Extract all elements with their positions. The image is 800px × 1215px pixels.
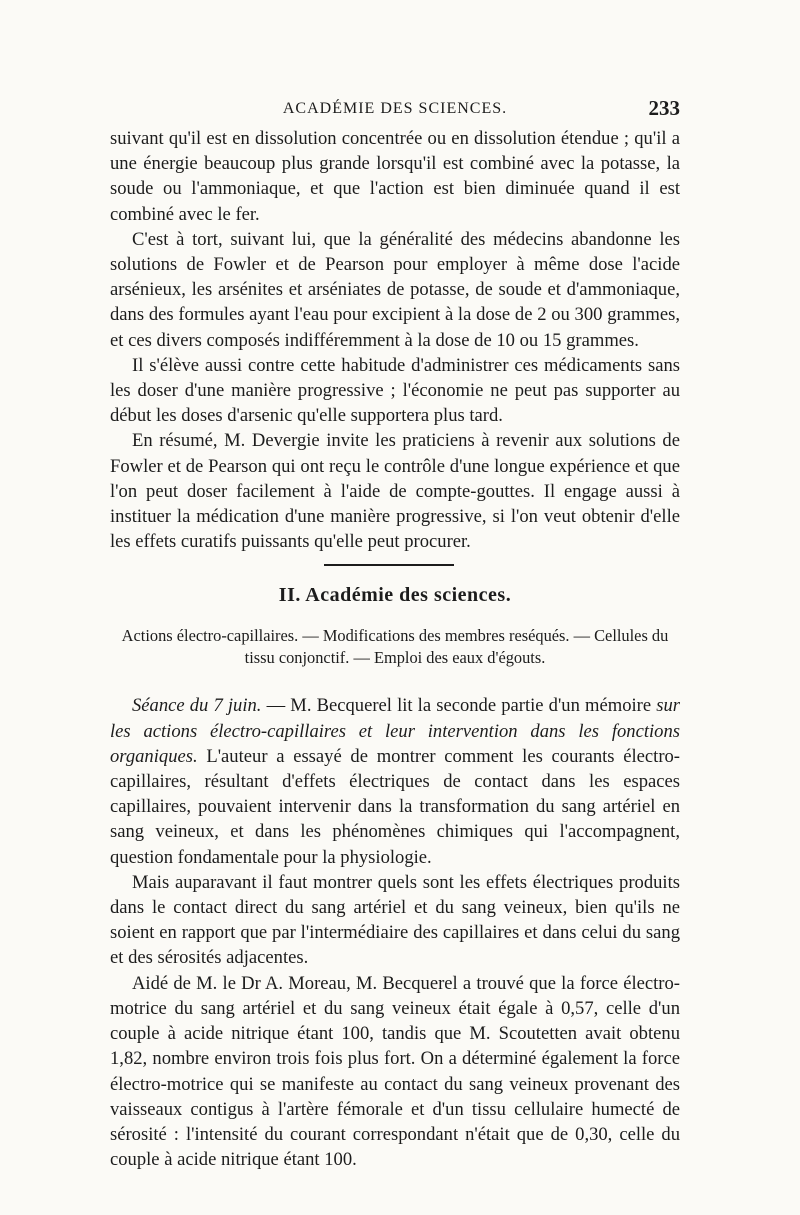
seance-date: Séance du 7 juin.: [132, 695, 262, 717]
paragraph-progressive-dosing: Il s'élève aussi contre cette habitude d'administrer ces médicaments sans les doser d'une manière progressive ; l'économie ne peut pas supporter au début les doses d'arsenic qu'elle supportera plus tard.: [110, 354, 680, 427]
memoir-title: sur les actions électro-capillaires et leur intervention dans les fonctions organiques.: [110, 695, 680, 767]
section-heading: II. Académie des sciences.: [278, 584, 512, 607]
running-title: ACADÉMIE DES SCIENCES.: [282, 100, 508, 117]
running-header: [110, 96, 680, 126]
seance-intro: — M. Becquerel lit la seconde partie d'un mémoire: [261, 695, 657, 717]
section-divider: [324, 564, 454, 566]
paragraph-seance: [110, 693, 680, 869]
paragraph-direct-contact: Mais auparavant il faut montrer quels sont les effets électriques produits dans le contact direct du sang artériel et du sang veineux, bien qu'ils ne soient en rapport que par l'intermédiaire des capillaires et dans celui du sang et des sérosités adjacentes.: [110, 871, 680, 969]
page-body: [110, 126, 680, 1172]
section-summary: Actions électro-capillaires. — Modifications des membres reséqués. — Cellules du tissu conjonctif. — Emploi des eaux d'égouts.: [121, 626, 669, 668]
page-number: 233: [648, 96, 680, 120]
paragraph-fowler-pearson: C'est à tort, suivant lui, que la généralité des médecins abandonne les solutions de Fowler et de Pearson pour employer à même dose l'acide arsénieux, les arsénites et arséniates de potasse, de soude et d'ammoniaque, dans des formules ayant l'eau pour excipient à la dose de 2 ou 300 grammes, et ces divers composés indifféremment à la dose de 10 ou 15 grammes.: [110, 228, 680, 351]
paragraph-continuation: suivant qu'il est en dissolution concentrée ou en dissolution étendue ; qu'il a une énergie beaucoup plus grande lorsqu'il est combiné avec la potasse, la soude ou l'ammoniaque, et que l'action est bien diminuée quand il est combiné avec le fer.: [110, 128, 680, 225]
paragraph-measurements: Aidé de M. le Dr A. Moreau, M. Becquerel a trouvé que la force électro-motrice du sang artériel et du sang veineux était égale à 0,57, celle d'un couple à acide nitrique étant 100, tandis que M. Scoutetten avait obtenu 1,82, nombre environ trois fois plus fort. On a déterminé également la force électro-motrice qui se manifeste au contact du sang veineux provenant des vaisseaux contigus à l'artère fémorale et d'un tissu cellulaire humecté de sérosité : l'intensité du courant correspondant n'était que de 0,30, celle du couple à acide nitrique étant 100.: [110, 972, 680, 1171]
seance-body: L'auteur a essayé de montrer comment les courants électro-capillaires, résultant d'effets électriques de contact dans les espaces capillaires, pouvaient intervenir dans la transformation du sang artériel en sang veineux, et dans les phénomènes chimiques qui l'accompagnent, question fondamentale pour la physiologie.: [110, 745, 680, 868]
paragraph-summary-devergie: En résumé, M. Devergie invite les praticiens à revenir aux solutions de Fowler et de Pearson qui ont reçu le contrôle d'une longue expérience et que l'on peut doser facilement à l'aide de compte-gouttes. Il engage aussi à instituer la médication d'une manière progressive, si l'on veut obtenir d'elle les effets curatifs puissants qu'elle peut procurer.: [110, 430, 680, 553]
